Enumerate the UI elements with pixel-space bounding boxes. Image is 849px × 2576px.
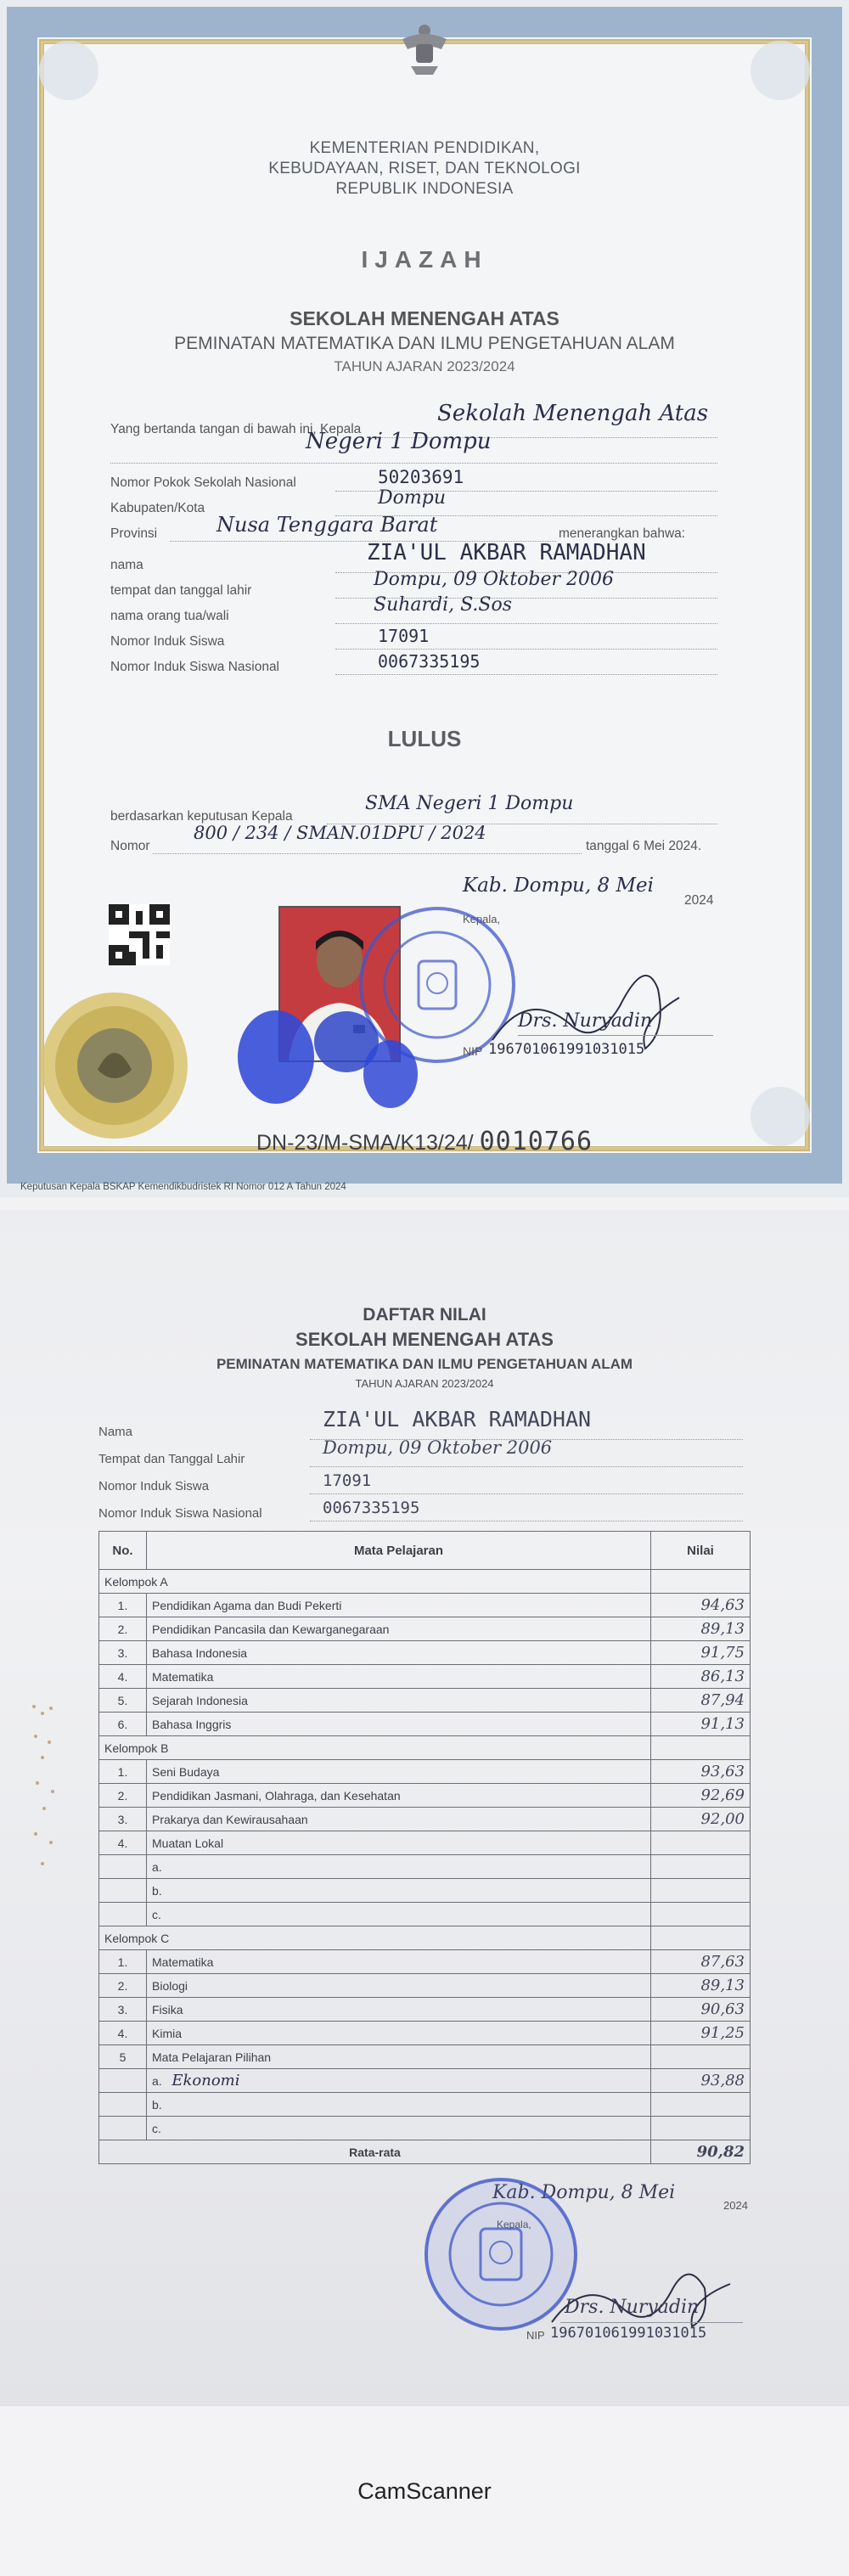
declares-label: menerangkan bahwa: (559, 526, 686, 541)
table-row (99, 1784, 751, 1808)
parent-label: nama orang tua/wali (110, 609, 229, 623)
name-label: nama (110, 558, 143, 572)
qr-code-icon (109, 904, 170, 965)
app-name: CamScanner (357, 2478, 492, 2504)
document-title: IJAZAH (361, 246, 488, 273)
row-no: 5. (99, 1689, 147, 1713)
table-row (99, 1689, 751, 1713)
table-row (99, 1903, 751, 1926)
name-label: Nama (98, 1425, 133, 1439)
average-label: Rata-rata (99, 2140, 651, 2164)
nip-value: 196701061991031015 (550, 2325, 707, 2342)
dotted-line (335, 649, 717, 650)
ministry-line: REPUBLIK INDONESIA (335, 180, 514, 198)
head-label: Kepala, (497, 2219, 531, 2230)
birth-label: tempat dan tanggal lahir (110, 583, 252, 598)
row-no: 1. (99, 1950, 147, 1974)
table-row (99, 1974, 751, 1998)
row-no: 4. (99, 1831, 147, 1855)
nip-label: NIP (463, 1044, 483, 1058)
dotted-line (310, 1466, 743, 1467)
kabupaten-label: Kabupaten/Kota (110, 501, 205, 515)
garuda-emblem-icon (399, 19, 450, 78)
student-name: ZIA'UL AKBAR RAMADHAN (323, 1407, 592, 1431)
table-row (99, 1950, 751, 1974)
ijazah-page (0, 0, 849, 1197)
place-date: Kab. Dompu, 8 Mei (492, 2182, 676, 2203)
row-grade: 87,94 (651, 1689, 751, 1713)
group-label: Kelompok A (99, 1570, 651, 1594)
transcript-title: DAFTAR NILAI (363, 1305, 486, 1325)
row-no: 2. (99, 1974, 147, 1998)
row-no: 2. (99, 1784, 147, 1808)
signature-line (518, 1035, 713, 1036)
ministry-line: KEMENTERIAN PENDIDIKAN, (309, 139, 540, 157)
row-no: 4. (99, 1665, 147, 1689)
decision-date: tanggal 6 Mei 2024. (586, 839, 702, 853)
provinsi-label: Provinsi (110, 526, 158, 541)
table-row (99, 1760, 751, 1784)
npsn-label: Nomor Pokok Sekolah Nasional (110, 475, 296, 490)
corner-ornament (39, 41, 98, 100)
dotted-line (310, 1493, 743, 1494)
decision-label: berdasarkan keputusan Kepala (110, 809, 293, 824)
sub-row-letter: b. (147, 2093, 651, 2117)
nisn-value: 0067335195 (378, 651, 481, 672)
scanner-footer (0, 2406, 849, 2576)
row-no: 2. (99, 1617, 147, 1641)
nip-value: 196701061991031015 (488, 1041, 645, 1058)
header-grade: Nilai (651, 1532, 751, 1570)
row-subject: Fisika (147, 1998, 651, 2022)
serial-prefix: DN-23/M-SMA/K13/24/ (256, 1131, 474, 1155)
signature-line (560, 2322, 743, 2323)
row-grade: 87,63 (651, 1950, 751, 1974)
row-no: 6. (99, 1713, 147, 1736)
number-label: Nomor (110, 839, 150, 853)
row-subject: Bahasa Inggris (147, 1713, 651, 1736)
transcript-page (0, 1210, 849, 2407)
intro-label: Yang bertanda tangan di bawah ini, Kepala (110, 422, 362, 436)
row-subject: Pendidikan Jasmani, Olahraga, dan Kesehatan (147, 1784, 651, 1808)
row-no: 4. (99, 2022, 147, 2045)
table-row (99, 2093, 751, 2117)
table-row (99, 1713, 751, 1736)
group-label: Kelompok B (99, 1736, 651, 1760)
nip-label: NIP (526, 2329, 545, 2342)
row-grade (651, 2045, 751, 2069)
signer-name: Drs. Nuryadin (565, 2297, 700, 2318)
header-no: No. (99, 1532, 147, 1570)
row-no: 1. (99, 1594, 147, 1617)
dotted-line (335, 623, 717, 624)
average-value: 90,82 (651, 2140, 751, 2164)
average-row (99, 2140, 751, 2164)
table-row (99, 1665, 751, 1689)
table-row (99, 1808, 751, 1831)
table-row (99, 1855, 751, 1879)
nisn-label: Nomor Induk Siswa Nasional (110, 660, 280, 674)
table-row (99, 1617, 751, 1641)
head-label: Kepala, (463, 913, 501, 925)
table-row (99, 1879, 751, 1903)
row-grade: 93,63 (651, 1760, 751, 1784)
elective-row: a. Ekonomi (147, 2069, 651, 2093)
row-subject: Mata Pelajaran Pilihan (147, 2045, 651, 2069)
student-name: ZIA'UL AKBAR RAMADHAN (367, 540, 646, 565)
group-label: Kelompok C (99, 1926, 651, 1950)
row-subject: Muatan Lokal (147, 1831, 651, 1855)
table-row (99, 1594, 751, 1617)
row-grade: 89,13 (651, 1974, 751, 1998)
row-subject: Seni Budaya (147, 1760, 651, 1784)
place-year: 2024 (684, 893, 714, 908)
group-row (99, 1570, 751, 1594)
dotted-line (153, 853, 582, 854)
row-no: 3. (99, 1808, 147, 1831)
signer-name: Drs. Nuryadin (518, 1010, 653, 1032)
table-row (99, 2069, 751, 2093)
row-subject: Prakarya dan Kewirausahaan (147, 1808, 651, 1831)
row-grade: 90,63 (651, 1998, 751, 2022)
kabupaten-value: Dompu (378, 487, 446, 509)
corner-ornament (751, 41, 810, 100)
academic-year: TAHUN AJARAN 2023/2024 (334, 358, 515, 374)
row-no: 3. (99, 1998, 147, 2022)
table-row (99, 2045, 751, 2069)
npsn-value: 50203691 (378, 467, 464, 487)
row-subject: Kimia (147, 2022, 651, 2045)
decision-school: SMA Negeri 1 Dompu (365, 793, 574, 814)
row-subject: Bahasa Indonesia (147, 1641, 651, 1665)
sub-row-letter: c. (147, 2117, 651, 2140)
birth-value: Dompu, 09 Oktober 2006 (374, 569, 615, 590)
serial-digits: 0010766 (479, 1127, 593, 1156)
row-subject: Matematika (147, 1665, 651, 1689)
row-grade (651, 1831, 751, 1855)
row-no: 3. (99, 1641, 147, 1665)
dotted-line (335, 674, 717, 675)
parent-value: Suhardi, S.Sos (374, 594, 513, 616)
row-no: 5 (99, 2045, 147, 2069)
provinsi-value: Nusa Tenggara Barat (216, 513, 438, 537)
table-row (99, 1831, 751, 1855)
row-grade: 91,13 (651, 1713, 751, 1736)
table-header-row (99, 1532, 751, 1570)
row-no: 1. (99, 1760, 147, 1784)
group-row (99, 1736, 751, 1760)
header-subject: Mata Pelajaran (147, 1532, 651, 1570)
sub-row-letter: b. (147, 1879, 651, 1903)
perforation-marks (25, 1698, 72, 1876)
serial-number (0, 1127, 849, 1156)
school-name-line1: Sekolah Menengah Atas (437, 401, 709, 426)
row-subject: Sejarah Indonesia (147, 1689, 651, 1713)
decree-footnote: Keputusan Kepala BSKAP Kemendikbudristek RI Nomor 012 A Tahun 2024 (20, 1182, 346, 1192)
sub-row-letter: a. (147, 1855, 651, 1879)
row-grade: 86,13 (651, 1665, 751, 1689)
row-grade: 93,88 (651, 2069, 751, 2093)
row-grade: 91,25 (651, 2022, 751, 2045)
row-subject: Matematika (147, 1950, 651, 1974)
birth-label: Tempat dan Tanggal Lahir (98, 1452, 245, 1466)
school-type: SEKOLAH MENENGAH ATAS (290, 307, 559, 329)
row-grade: 94,63 (651, 1594, 751, 1617)
row-grade: 89,13 (651, 1617, 751, 1641)
place-year: 2024 (723, 2199, 748, 2212)
row-grade: 91,75 (651, 1641, 751, 1665)
group-row (99, 1926, 751, 1950)
nis-label: Nomor Induk Siswa (110, 634, 225, 649)
sub-row-letter: c. (147, 1903, 651, 1926)
table-row (99, 2117, 751, 2140)
row-grade: 92,00 (651, 1808, 751, 1831)
place-date: Kab. Dompu, 8 Mei (463, 875, 654, 897)
row-grade: 92,69 (651, 1784, 751, 1808)
row-subject: Biologi (147, 1974, 651, 1998)
elective-subject: Ekonomi (171, 2072, 240, 2089)
nis-label: Nomor Induk Siswa (98, 1479, 210, 1493)
school-name-line2: Negeri 1 Dompu (306, 429, 492, 454)
nisn-label: Nomor Induk Siswa Nasional (98, 1506, 262, 1521)
nisn-value: 0067335195 (323, 1499, 420, 1517)
hologram-seal-icon (38, 989, 191, 1142)
nis-value: 17091 (323, 1471, 372, 1490)
ministry-header (0, 138, 849, 200)
decision-number: 800 / 234 / SMAN.01DPU / 2024 (194, 823, 486, 843)
table-row (99, 1641, 751, 1665)
fingerprint-marks (229, 1006, 467, 1116)
program-name: PEMINATAN MATEMATIKA DAN ILMU PENGETAHUAN ALAM (174, 334, 675, 353)
dotted-line (110, 463, 717, 464)
row-subject: Pendidikan Pancasila dan Kewarganegaraan (147, 1617, 651, 1641)
nis-value: 17091 (378, 626, 430, 646)
table-row (99, 2022, 751, 2045)
row-subject: Pendidikan Agama dan Budi Pekerti (147, 1594, 651, 1617)
ministry-line: KEBUDAYAAN, RISET, DAN TEKNOLOGI (268, 160, 581, 177)
result-status: LULUS (387, 726, 462, 751)
program-name: PEMINATAN MATEMATIKA DAN ILMU PENGETAHUAN ALAM (216, 1356, 633, 1372)
academic-year: TAHUN AJARAN 2023/2024 (355, 1377, 494, 1390)
grades-table (98, 1531, 751, 2164)
school-type: SEKOLAH MENENGAH ATAS (295, 1329, 554, 1350)
table-row (99, 1998, 751, 2022)
birth-value: Dompu, 09 Oktober 2006 (323, 1437, 553, 1458)
